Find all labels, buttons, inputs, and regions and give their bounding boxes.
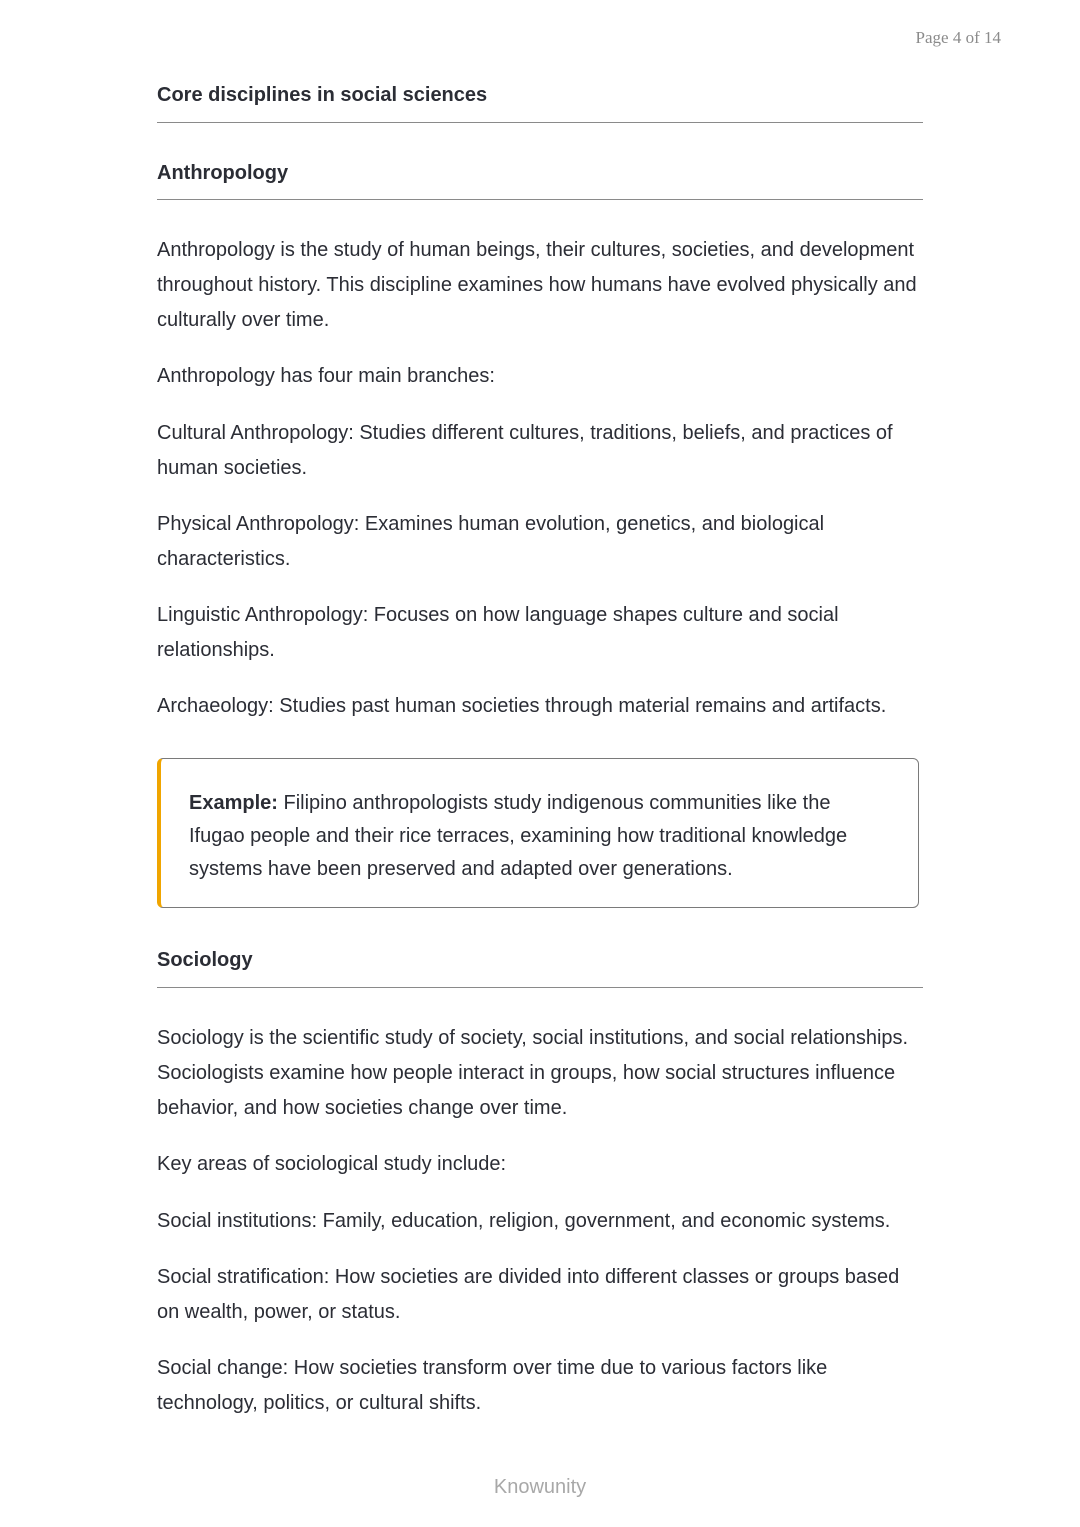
anthropology-intro: Anthropology is the study of human beings, their cultures, societies, and development throughout history. This discipline examines how humans have evolved physically and culturally over time.	[157, 239, 917, 331]
area-social-stratification: Social stratification: How societies are divided into different classes or groups based on wealth, power, or status.	[157, 1266, 900, 1323]
area-social-change: Social change: How societies transform over time due to various factors like technology, politics, or cultural shifts.	[157, 1357, 828, 1414]
branch-archaeology: Archaeology: Studies past human societies through material remains and artifacts.	[157, 695, 887, 717]
sociology-areas-lead: Key areas of sociological study include:	[157, 1153, 507, 1175]
area-social-institutions: Social institutions: Family, education, religion, government, and economic systems.	[157, 1210, 891, 1232]
sociology-intro: Sociology is the scientific study of society, social institutions, and social relationships. Sociologists examine how people interact in groups, how social structures influence behavior, and how societies change over time.	[157, 1027, 909, 1119]
example-body: Filipino anthropologists study indigenous communities like the Ifugao people and their rice terraces, examining how traditional knowledge systems have been preserved and adapted over generations.	[189, 792, 848, 880]
sociology-heading: Sociology	[157, 949, 253, 971]
anthropology-heading: Anthropology	[157, 162, 289, 184]
branch-linguistic-anthropology: Linguistic Anthropology: Focuses on how language shapes culture and social relationships.	[157, 604, 839, 661]
section-divider	[157, 122, 923, 123]
anthropology-branches-lead: Anthropology has four main branches:	[157, 365, 495, 387]
sociology-divider	[157, 987, 923, 988]
anthropology-divider	[157, 199, 923, 200]
branch-cultural-anthropology: Cultural Anthropology: Studies different cultures, traditions, beliefs, and practices of human societies.	[157, 422, 893, 479]
example-callout	[157, 758, 919, 908]
section-title: Core disciplines in social sciences	[157, 84, 488, 106]
branch-physical-anthropology: Physical Anthropology: Examines human evolution, genetics, and biological characteristics.	[157, 513, 825, 570]
example-label: Example:	[189, 792, 278, 814]
footer-brand: Knowunity	[493, 1476, 587, 1498]
page-number: Page 4 of 14	[915, 28, 1001, 47]
example-text	[189, 787, 889, 886]
